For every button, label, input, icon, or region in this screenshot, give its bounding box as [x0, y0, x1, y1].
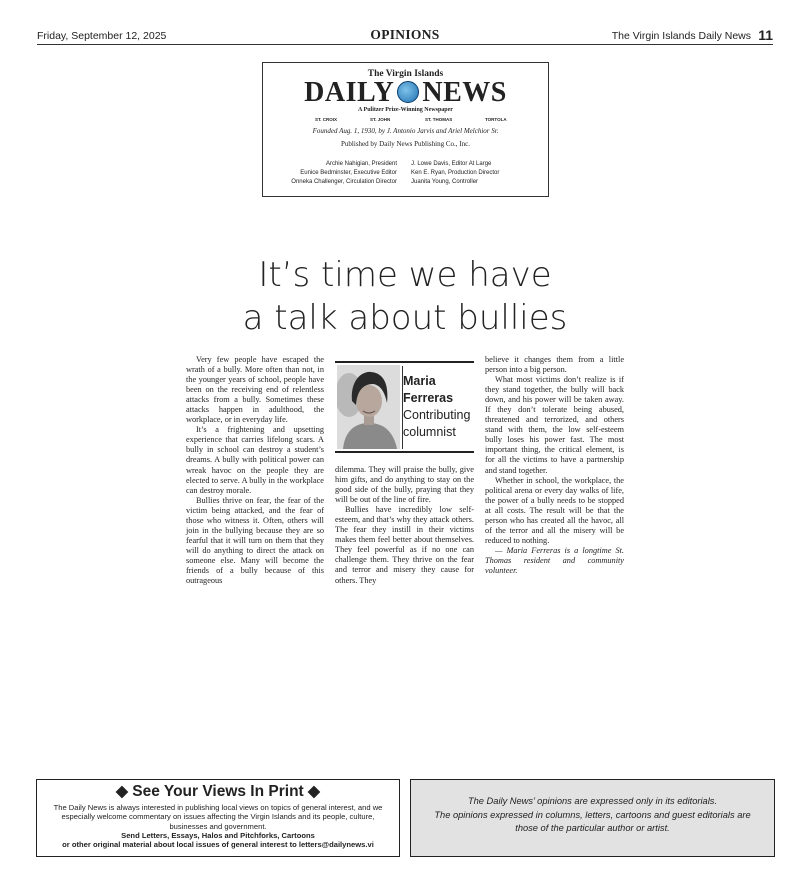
issue-date: Friday, September 12, 2025 — [37, 30, 167, 42]
article-headline — [0, 254, 810, 340]
article-paragraph: What most victims don’t realize is if they stand together, the bully will back down, and his power will be taken away. If they don’t tolerate being abused, threatened and terrorized, and others stand with them, the low self-esteem bully loses his power fast. The most important thing, the critical element, is for all the victims to have a partnership and stand together. — [485, 375, 624, 475]
globe-icon — [397, 81, 419, 103]
article-paragraph: Bullies thrive on fear, the fear of the victim being attacked, and the fear of those who witness it. Often, others will join in the bullying because they are so fearful that it will turn on them that they will do anything to direct the attack on someone else. Many will become the friends of a bully because of this outrageous — [186, 495, 324, 586]
page-number: 11 — [758, 27, 773, 43]
views-box-body: The Daily News is always interested in publishing local views on topics of general interest, and we especially welcome commentary on issues affecting the Virgin Islands and its people, culture, businesses and government. — [53, 803, 383, 831]
island-label: TORTOLA — [485, 117, 507, 122]
author-name — [403, 373, 453, 407]
author-role-line: Contributing — [403, 408, 471, 422]
views-in-print-box — [36, 779, 400, 857]
article-paragraph: It’s a frightening and upsetting experience that carries lifelong scars. A bully in school can destroy a student’s dreams. A bully with political power can wreak havoc on the people they are elected to serve. A bully in the workplace can destroy morale. — [186, 425, 324, 495]
staff-entry: J. Lowe Davis, Editor At Large — [411, 161, 492, 167]
views-box-send-line: Send Letters, Essays, Halos and Pitchforks, Cartoons — [121, 830, 315, 840]
disclaimer-line: The Daily News’ opinions are expressed only in its editorials. — [467, 796, 718, 806]
paper-name: The Virgin Islands Daily News — [611, 30, 751, 42]
author-role — [403, 407, 470, 441]
masthead-publisher: Published by Daily News Publishing Co., Inc. — [341, 140, 470, 148]
masthead-founded: Founded Aug. 1, 1930, by J. Antonio Jarvis and Ariel Melchior Sr. — [312, 127, 499, 135]
staff-list-right — [411, 160, 499, 187]
article-column-1 — [186, 355, 324, 586]
masthead-islands — [315, 117, 518, 123]
article-paragraph: Very few people have escaped the wrath of a bully. More often than not, in the younger years of school, people have been on the receiving end of relentless attacks from a bully. Sometimes these attacks happen in adulthood, the workplace, or in everyday life. — [186, 355, 324, 425]
island-label: ST. THOMAS — [425, 117, 453, 122]
article-paragraph: believe it changes them from a little person into a big person. — [485, 355, 624, 375]
staff-entry: Archie Nahigian, President — [325, 161, 397, 167]
disclaimer-line: The opinions expressed in columns, letters, cartoons and guest editorials are those of the particular author or artist. — [434, 809, 751, 833]
author-last-name: Ferreras — [403, 391, 454, 405]
logo-word-daily: DAILY — [304, 77, 395, 108]
headline-line: a talk about bullies — [242, 298, 568, 338]
logo-word-news: NEWS — [422, 77, 507, 108]
opinion-disclaimer-box — [410, 779, 775, 857]
staff-entry: Juanita Young, Controller — [411, 179, 479, 185]
views-box-send-line: or other original material about local issues of general interest to letters@dailynews.vi — [62, 840, 374, 850]
island-label: ST. CROIX — [315, 117, 338, 122]
article-paragraph: Whether in school, the workplace, the political arena or every day walks of life, the power of a bully needs to be stopped at all costs. The result will be that the person who has created all the havoc, all of the terror and all the misery will be reduced to nothing. — [485, 475, 624, 545]
masthead-top-line: The Virgin Islands — [367, 69, 444, 79]
views-box-title: ◆ See Your Views In Print ◆ — [116, 783, 320, 800]
author-role-line: columnist — [403, 425, 456, 439]
page-header — [37, 27, 773, 43]
author-first-name: Maria — [403, 374, 436, 388]
author-photo — [337, 365, 400, 449]
article-column-2 — [335, 465, 474, 586]
masthead-tagline: A Pulitzer Prize-Winning Newspaper — [358, 107, 453, 113]
staff-entry: Ken E. Ryan, Production Director — [411, 170, 500, 176]
author-signoff: — Maria Ferreras is a longtime St. Thomas resident and community volunteer. — [485, 545, 624, 575]
island-label: ST. JOHN — [370, 117, 391, 122]
article-column-3 — [485, 355, 624, 576]
article-paragraph: Bullies have incredibly low self-esteem, and that’s why they attack others. The fear they instill in their victims makes them feel better about themselves. They feel powerful as if no one can challenge them. They thrive on the fear and terror and misery they cause for others. They — [335, 505, 474, 585]
masthead — [262, 62, 549, 197]
masthead-logo — [263, 77, 548, 109]
headline-line: It’s time we have — [258, 255, 552, 295]
section-title: OPINIONS — [370, 27, 440, 42]
author-byline — [335, 361, 474, 453]
staff-entry: Onneka Challenger, Circulation Director — [291, 179, 397, 185]
staff-list-left — [291, 160, 397, 187]
article-paragraph: dilemma. They will praise the bully, give him gifts, and do anything to stay on the good side of the bully, praying that they will be out of the line of fire. — [335, 465, 474, 505]
header-divider — [37, 44, 773, 45]
staff-entry: Eunice Bedminster, Executive Editor — [300, 170, 397, 176]
